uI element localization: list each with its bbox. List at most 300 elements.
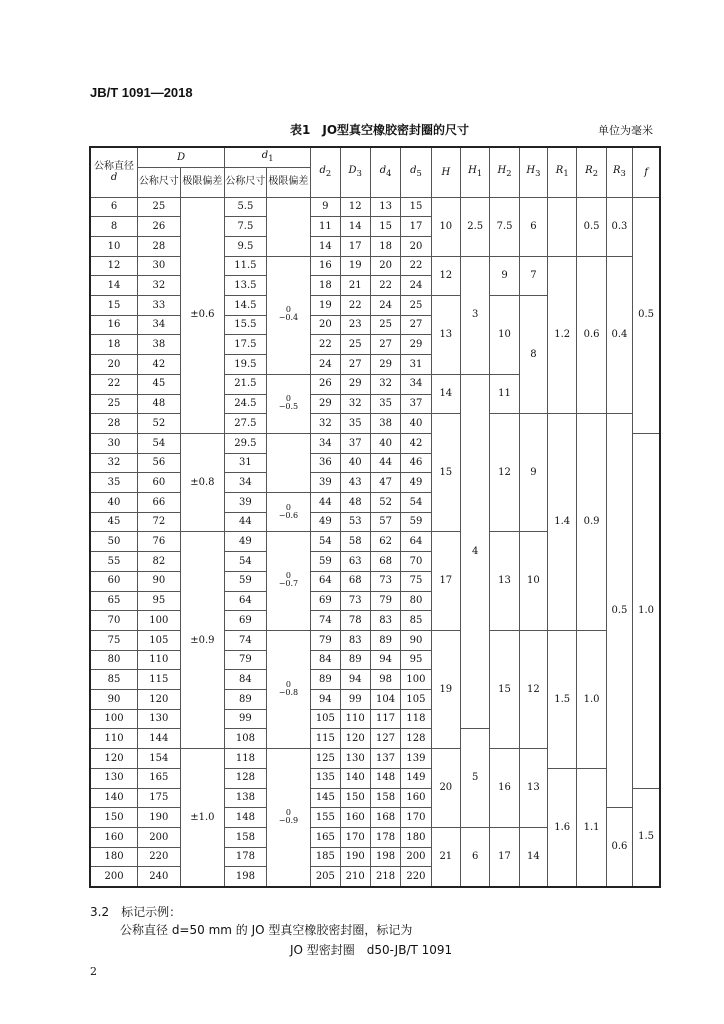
cell-d2: 22: [311, 335, 340, 355]
cell-D3: 160: [340, 808, 370, 828]
cell-d1-size: 118: [225, 749, 267, 769]
cell-nominal-d: 110: [90, 729, 138, 749]
cell-d5: 118: [401, 709, 431, 729]
cell-d5: 139: [401, 749, 431, 769]
cell-d1-tolerance: 0 −0.4: [266, 256, 311, 374]
cell-d5: 49: [401, 473, 431, 493]
cell-d1-size: 138: [225, 788, 267, 808]
cell-d1-size: 13.5: [225, 276, 267, 296]
cell-D3: 63: [340, 552, 370, 572]
H2-header: $H_2$: [490, 147, 519, 197]
cell-H2: 16: [490, 749, 519, 828]
cell-d2: 18: [311, 276, 340, 296]
cell-nominal-d: 18: [90, 335, 138, 355]
cell-nominal-d: 160: [90, 828, 138, 848]
cell-H: 13: [431, 296, 460, 375]
table-body: [90, 197, 660, 887]
cell-D-tolerance: ±1.0: [180, 749, 225, 887]
cell-nominal-d: 30: [90, 433, 138, 453]
cell-nominal-d: 10: [90, 236, 138, 256]
cell-d1-size: 49: [225, 532, 267, 552]
cell-d2: 135: [311, 768, 340, 788]
cell-D3: 43: [340, 473, 370, 493]
cell-D3: 170: [340, 828, 370, 848]
cell-d2: 49: [311, 512, 340, 532]
cell-d5: 85: [401, 611, 431, 631]
cell-d1-tolerance: 0 −0.6: [266, 493, 311, 532]
cell-d1-size: 89: [225, 690, 267, 710]
cell-d1-size: 178: [225, 847, 267, 867]
cell-d2: 39: [311, 473, 340, 493]
cell-D-size: 60: [138, 473, 181, 493]
cell-H: 14: [431, 374, 460, 413]
cell-d4: 57: [370, 512, 400, 532]
table-row: [90, 768, 660, 788]
cell-d5: 100: [401, 670, 431, 690]
cell-nominal-d: 150: [90, 808, 138, 828]
cell-d5: 22: [401, 256, 431, 276]
table-row: [90, 256, 660, 276]
cell-d2: 29: [311, 394, 340, 414]
cell-f: 0.5: [633, 197, 660, 433]
cell-H2: 15: [490, 630, 519, 748]
cell-D3: 25: [340, 335, 370, 355]
cell-H: 21: [431, 828, 460, 887]
cell-D3: 150: [340, 788, 370, 808]
cell-f: 1.5: [633, 788, 660, 887]
cell-R1: [548, 197, 577, 256]
cell-nominal-d: 35: [90, 473, 138, 493]
cell-d5: 95: [401, 650, 431, 670]
D-tolerance-header: 极限偏差: [180, 167, 225, 197]
cell-R2: 0.5: [577, 197, 606, 256]
cell-d5: 200: [401, 847, 431, 867]
cell-d2: 89: [311, 670, 340, 690]
cell-H1: 3: [460, 256, 489, 374]
cell-nominal-d: 85: [90, 670, 138, 690]
cell-d4: 22: [370, 276, 400, 296]
cell-nominal-d: 80: [90, 650, 138, 670]
cell-D3: 17: [340, 236, 370, 256]
cell-D3: 32: [340, 394, 370, 414]
cell-H: 10: [431, 197, 460, 256]
cell-nominal-d: 120: [90, 749, 138, 769]
cell-d4: 27: [370, 335, 400, 355]
cell-D3: 210: [340, 867, 370, 887]
cell-d5: 160: [401, 788, 431, 808]
cell-D3: 19: [340, 256, 370, 276]
cell-H2: 7.5: [490, 197, 519, 256]
cell-R1: 1.5: [548, 630, 577, 768]
cell-D-size: 52: [138, 414, 181, 434]
cell-d1-size: 128: [225, 768, 267, 788]
H-header: H: [431, 147, 460, 197]
cell-d4: 89: [370, 630, 400, 650]
unit-note: 单位为毫米: [598, 124, 653, 137]
cell-H3: 9: [519, 414, 547, 532]
H3-header: $H_3$: [519, 147, 547, 197]
cell-d1-size: 5.5: [225, 197, 267, 217]
cell-d1-size: 44: [225, 512, 267, 532]
cell-d5: 29: [401, 335, 431, 355]
cell-R1: 1.2: [548, 256, 577, 414]
cell-d2: 20: [311, 315, 340, 335]
cell-d4: 94: [370, 650, 400, 670]
cell-d5: 34: [401, 374, 431, 394]
cell-d4: 13: [370, 197, 400, 217]
cell-D-size: 115: [138, 670, 181, 690]
d5-header: $d_5$: [401, 147, 431, 197]
cell-d5: 17: [401, 217, 431, 237]
cell-D-size: 82: [138, 552, 181, 572]
cell-H1: 5: [460, 729, 489, 828]
cell-H: 19: [431, 630, 460, 748]
cell-d4: 18: [370, 236, 400, 256]
cell-d2: 94: [311, 690, 340, 710]
cell-d4: 15: [370, 217, 400, 237]
cell-D-tolerance: ±0.8: [180, 433, 225, 532]
cell-H2: 12: [490, 414, 519, 532]
cell-d5: 37: [401, 394, 431, 414]
cell-d4: 158: [370, 788, 400, 808]
cell-d5: 220: [401, 867, 431, 887]
cell-H1: 6: [460, 828, 489, 887]
cell-nominal-d: 16: [90, 315, 138, 335]
cell-d5: 59: [401, 512, 431, 532]
cell-H3: 7: [519, 256, 547, 295]
cell-D3: 21: [340, 276, 370, 296]
cell-D-size: 105: [138, 630, 181, 650]
cell-d5: 24: [401, 276, 431, 296]
cell-nominal-d: 40: [90, 493, 138, 513]
cell-D3: 14: [340, 217, 370, 237]
cell-D3: 27: [340, 355, 370, 375]
cell-D-size: 110: [138, 650, 181, 670]
cell-d1-size: 11.5: [225, 256, 267, 276]
cell-d5: 15: [401, 197, 431, 217]
cell-d2: 16: [311, 256, 340, 276]
cell-d1-tolerance: 0 −0.9: [266, 749, 311, 887]
cell-D-size: 72: [138, 512, 181, 532]
cell-d1-size: 59: [225, 571, 267, 591]
section-heading: 3.2 标记示例：: [90, 905, 182, 919]
cell-d4: 117: [370, 709, 400, 729]
cell-d5: 25: [401, 296, 431, 316]
cell-nominal-d: 32: [90, 453, 138, 473]
cell-D-size: 240: [138, 867, 181, 887]
cell-d2: 26: [311, 374, 340, 394]
cell-d2: 59: [311, 552, 340, 572]
cell-D3: 58: [340, 532, 370, 552]
cell-d1-size: 34: [225, 473, 267, 493]
cell-d4: 83: [370, 611, 400, 631]
cell-d1-tolerance: 0 −0.5: [266, 374, 311, 433]
cell-d4: 35: [370, 394, 400, 414]
H1-header: $H_1$: [460, 147, 489, 197]
cell-H3: 13: [519, 749, 547, 828]
cell-d2: 165: [311, 828, 340, 848]
cell-d2: 125: [311, 749, 340, 769]
cell-nominal-d: 130: [90, 768, 138, 788]
cell-R3: 0.5: [606, 414, 632, 808]
cell-d2: 69: [311, 591, 340, 611]
cell-d4: 148: [370, 768, 400, 788]
cell-d5: 149: [401, 768, 431, 788]
cell-nominal-d: 70: [90, 611, 138, 631]
cell-D-size: 28: [138, 236, 181, 256]
cell-H: 20: [431, 749, 460, 828]
cell-d5: 42: [401, 433, 431, 453]
cell-H: 17: [431, 532, 460, 631]
cell-d2: 145: [311, 788, 340, 808]
cell-nominal-d: 55: [90, 552, 138, 572]
cell-D3: 94: [340, 670, 370, 690]
cell-d1-tolerance: 0 −0.8: [266, 630, 311, 748]
d2-header: $d_2$: [311, 147, 340, 197]
cell-D-size: 38: [138, 335, 181, 355]
cell-H1: 2.5: [460, 197, 489, 256]
cell-D-size: 175: [138, 788, 181, 808]
cell-d4: 68: [370, 552, 400, 572]
cell-d1-size: 7.5: [225, 217, 267, 237]
cell-D-size: 90: [138, 571, 181, 591]
cell-d2: 14: [311, 236, 340, 256]
cell-D3: 110: [340, 709, 370, 729]
cell-d1-size: 108: [225, 729, 267, 749]
cell-D3: 29: [340, 374, 370, 394]
cell-D3: 89: [340, 650, 370, 670]
cell-d4: 198: [370, 847, 400, 867]
cell-d4: 29: [370, 355, 400, 375]
cell-d5: 40: [401, 414, 431, 434]
cell-d2: 32: [311, 414, 340, 434]
cell-d4: 178: [370, 828, 400, 848]
cell-D3: 23: [340, 315, 370, 335]
cell-d1-size: 158: [225, 828, 267, 848]
cell-R1: 1.4: [548, 414, 577, 631]
cell-d4: 38: [370, 414, 400, 434]
cell-D3: 22: [340, 296, 370, 316]
marking-example: JO 型密封圈 d50-JB/T 1091: [290, 943, 453, 957]
d1-size-header: 公称尺寸: [225, 167, 267, 197]
cell-H3: 8: [519, 296, 547, 414]
cell-D-tolerance: ±0.6: [180, 197, 225, 433]
cell-d4: 40: [370, 433, 400, 453]
cell-D-size: 26: [138, 217, 181, 237]
cell-d5: 105: [401, 690, 431, 710]
cell-D-size: 54: [138, 433, 181, 453]
cell-d2: 205: [311, 867, 340, 887]
R1-header: $R_1$: [548, 147, 577, 197]
d4-header: $d_4$: [370, 147, 400, 197]
cell-d2: 74: [311, 611, 340, 631]
cell-D3: 99: [340, 690, 370, 710]
cell-d1-size: 17.5: [225, 335, 267, 355]
cell-d1-size: 84: [225, 670, 267, 690]
cell-D-size: 56: [138, 453, 181, 473]
cell-d1-tolerance: [266, 197, 311, 256]
cell-d2: 54: [311, 532, 340, 552]
cell-D-size: 200: [138, 828, 181, 848]
cell-H2: 17: [490, 828, 519, 887]
cell-H3: 14: [519, 828, 547, 887]
cell-H3: 12: [519, 630, 547, 748]
cell-D-size: 190: [138, 808, 181, 828]
cell-d5: 128: [401, 729, 431, 749]
cell-nominal-d: 60: [90, 571, 138, 591]
cell-d1-size: 21.5: [225, 374, 267, 394]
cell-d2: 34: [311, 433, 340, 453]
cell-D3: 37: [340, 433, 370, 453]
cell-H2: 10: [490, 296, 519, 375]
cell-d1-size: 29.5: [225, 433, 267, 453]
cell-d1-size: 24.5: [225, 394, 267, 414]
cell-nominal-d: 8: [90, 217, 138, 237]
cell-d5: 54: [401, 493, 431, 513]
cell-d1-size: 9.5: [225, 236, 267, 256]
D3-header: $D_3$: [340, 147, 370, 197]
table-row: [90, 414, 660, 434]
marking-description: 公称直径 d=50 mm 的 JO 型真空橡胶密封圈，标记为: [120, 923, 413, 937]
cell-D-size: 76: [138, 532, 181, 552]
cell-D3: 130: [340, 749, 370, 769]
cell-f: 1.0: [633, 433, 660, 788]
cell-d4: 44: [370, 453, 400, 473]
cell-R3: 0.6: [606, 808, 632, 887]
cell-H2: 13: [490, 532, 519, 631]
f-header: f: [633, 147, 660, 197]
cell-d5: 20: [401, 236, 431, 256]
cell-d2: 105: [311, 709, 340, 729]
cell-D-size: 32: [138, 276, 181, 296]
cell-d5: 80: [401, 591, 431, 611]
cell-D-size: 45: [138, 374, 181, 394]
cell-D-size: 34: [138, 315, 181, 335]
cell-d2: 84: [311, 650, 340, 670]
cell-d4: 98: [370, 670, 400, 690]
cell-D-size: 48: [138, 394, 181, 414]
cell-D-size: 144: [138, 729, 181, 749]
cell-d2: 64: [311, 571, 340, 591]
cell-d5: 46: [401, 453, 431, 473]
cell-d2: 36: [311, 453, 340, 473]
cell-d1-size: 19.5: [225, 355, 267, 375]
cell-D3: 140: [340, 768, 370, 788]
cell-d1-size: 31: [225, 453, 267, 473]
cell-R3: 0.3: [606, 197, 632, 256]
cell-nominal-d: 140: [90, 788, 138, 808]
cell-d4: 218: [370, 867, 400, 887]
cell-d1-size: 15.5: [225, 315, 267, 335]
cell-d4: 104: [370, 690, 400, 710]
seal-dimension-table: [89, 146, 661, 888]
cell-D3: 120: [340, 729, 370, 749]
cell-H3: 10: [519, 532, 547, 631]
cell-D-size: 120: [138, 690, 181, 710]
cell-D3: 48: [340, 493, 370, 513]
cell-D3: 73: [340, 591, 370, 611]
cell-d1-size: 27.5: [225, 414, 267, 434]
cell-d4: 20: [370, 256, 400, 276]
cell-d1-size: 99: [225, 709, 267, 729]
cell-d4: 79: [370, 591, 400, 611]
cell-d4: 24: [370, 296, 400, 316]
cell-d4: 32: [370, 374, 400, 394]
standard-number: JB/T 1091—2018: [90, 85, 193, 100]
cell-nominal-d: 100: [90, 709, 138, 729]
cell-d4: 127: [370, 729, 400, 749]
R2-header: $R_2$: [577, 147, 606, 197]
cell-d1-tolerance: 0 −0.7: [266, 532, 311, 631]
cell-D-size: 30: [138, 256, 181, 276]
cell-d2: 79: [311, 630, 340, 650]
page-number: 2: [90, 965, 97, 978]
cell-d1-tolerance: [266, 433, 311, 492]
cell-nominal-d: 6: [90, 197, 138, 217]
table-row: [90, 197, 660, 217]
cell-d2: 9: [311, 197, 340, 217]
cell-R2: 0.9: [577, 414, 606, 631]
cell-d5: 31: [401, 355, 431, 375]
cell-d4: 25: [370, 315, 400, 335]
cell-d5: 90: [401, 630, 431, 650]
cell-R2: 1.0: [577, 630, 606, 768]
d1-tolerance-header: 极限偏差: [266, 167, 311, 197]
cell-H2: 9: [490, 256, 519, 295]
cell-d1-size: 74: [225, 630, 267, 650]
cell-d4: 73: [370, 571, 400, 591]
cell-nominal-d: 12: [90, 256, 138, 276]
cell-D-size: 66: [138, 493, 181, 513]
cell-nominal-d: 65: [90, 591, 138, 611]
cell-D3: 12: [340, 197, 370, 217]
cell-D-size: 25: [138, 197, 181, 217]
cell-d2: 24: [311, 355, 340, 375]
cell-D3: 78: [340, 611, 370, 631]
cell-d5: 75: [401, 571, 431, 591]
cell-d4: 137: [370, 749, 400, 769]
cell-d5: 27: [401, 315, 431, 335]
cell-d1-size: 79: [225, 650, 267, 670]
cell-D3: 190: [340, 847, 370, 867]
R3-header: $R_3$: [606, 147, 632, 197]
table-row: [90, 630, 660, 650]
D-size-header: 公称尺寸: [138, 167, 181, 197]
cell-d5: 70: [401, 552, 431, 572]
cell-nominal-d: 50: [90, 532, 138, 552]
cell-d2: 185: [311, 847, 340, 867]
cell-D-tolerance: ±0.9: [180, 532, 225, 749]
cell-d1-size: 148: [225, 808, 267, 828]
table-title: 表1 JO型真空橡胶密封圈的尺寸: [290, 123, 470, 137]
cell-nominal-d: 90: [90, 690, 138, 710]
cell-d1-size: 69: [225, 611, 267, 631]
cell-d2: 11: [311, 217, 340, 237]
cell-nominal-d: 28: [90, 414, 138, 434]
cell-D-size: 95: [138, 591, 181, 611]
cell-nominal-d: 45: [90, 512, 138, 532]
cell-D-size: 100: [138, 611, 181, 631]
cell-R2: 1.1: [577, 768, 606, 886]
cell-d1-size: 14.5: [225, 296, 267, 316]
cell-nominal-d: 22: [90, 374, 138, 394]
cell-d5: 64: [401, 532, 431, 552]
cell-d4: 62: [370, 532, 400, 552]
cell-H1: 4: [460, 374, 489, 729]
cell-nominal-d: 15: [90, 296, 138, 316]
cell-R2: 0.6: [577, 256, 606, 414]
cell-d1-size: 64: [225, 591, 267, 611]
